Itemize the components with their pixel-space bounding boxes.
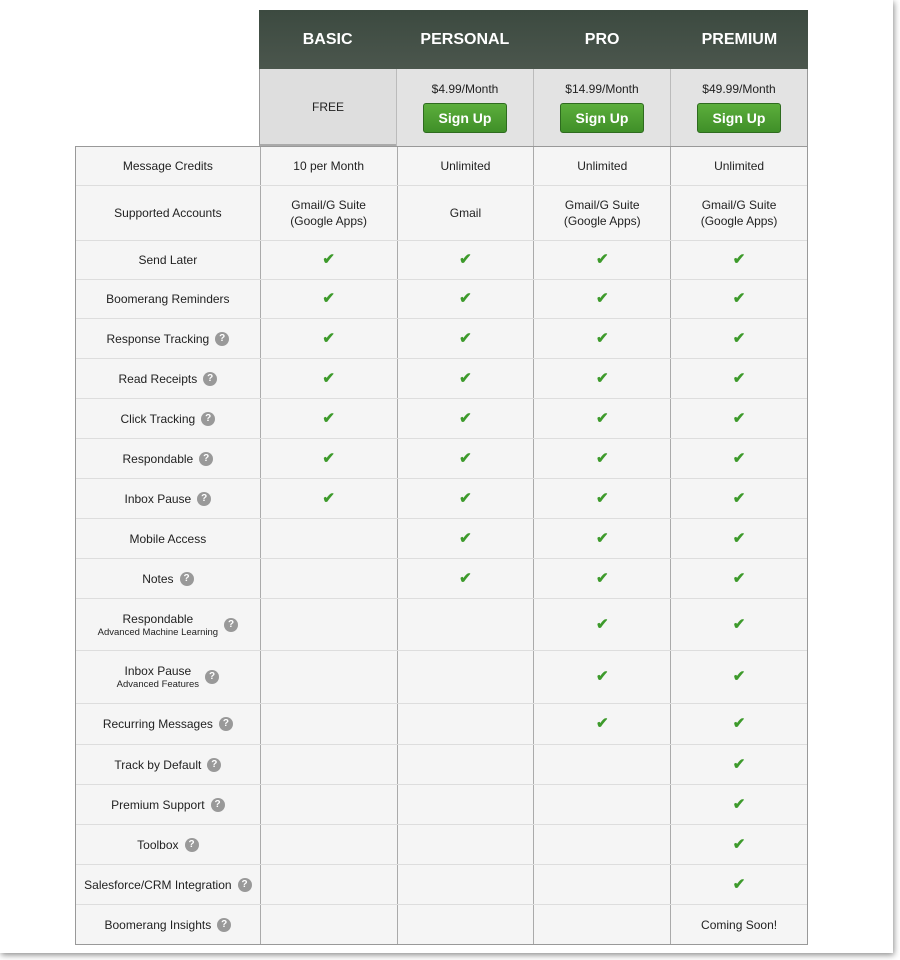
feature-subtitle: Advanced Features (116, 679, 200, 690)
plan-cell-premium (670, 439, 807, 478)
plan-cell-pro (533, 186, 670, 240)
plan-cell-pro (533, 785, 670, 824)
help-icon[interactable]: ? (197, 492, 211, 506)
feature-title: Premium Support (111, 797, 205, 812)
check-icon: ✔ (595, 449, 609, 467)
table-row (76, 478, 807, 518)
plan-cell-basic (260, 519, 397, 558)
plan-cell-personal (397, 785, 534, 824)
plan-name-basic: BASIC (302, 30, 353, 48)
plan-cell-personal (397, 319, 534, 358)
plan-cell-pro (533, 865, 670, 904)
feature-label (76, 147, 260, 185)
plan-cell-basic (260, 439, 397, 478)
plan-cell-personal (397, 359, 534, 398)
plan-cell-pro (533, 519, 670, 558)
table-row (76, 598, 807, 650)
plan-cell-basic (260, 651, 397, 703)
check-icon: ✔ (732, 615, 746, 633)
plan-cell-premium (670, 865, 807, 904)
plan-cell-premium (670, 359, 807, 398)
plan-cell-premium (670, 825, 807, 864)
check-icon: ✔ (595, 369, 609, 387)
plan-cell-premium (670, 704, 807, 744)
check-icon: ✔ (732, 449, 746, 467)
plan-name-pro: PRO (584, 30, 620, 48)
table-row (76, 358, 807, 398)
sign-up-button-pro[interactable]: Sign Up (560, 103, 644, 133)
feature-title: Inbox Pause (124, 491, 192, 506)
plan-cell-premium (670, 319, 807, 358)
plan-cell-personal (397, 519, 534, 558)
help-icon[interactable]: ? (207, 758, 221, 772)
check-icon: ✔ (595, 569, 609, 587)
check-icon: ✔ (732, 409, 746, 427)
plan-cell-pro (533, 825, 670, 864)
table-row (76, 185, 807, 240)
check-icon: ✔ (732, 715, 746, 732)
plan-cell-pro (533, 439, 670, 478)
plan-cell-premium (670, 399, 807, 438)
plan-cell-basic (260, 147, 397, 185)
plan-cell-pro (533, 704, 670, 744)
plan-cell-premium (670, 186, 807, 240)
check-icon: ✔ (595, 715, 609, 732)
plan-cell-premium (670, 905, 807, 944)
table-row (76, 279, 807, 318)
check-icon: ✔ (322, 251, 335, 268)
plan-cell-pro (533, 319, 670, 358)
feature-title: Boomerang Insights (104, 917, 212, 932)
check-icon: ✔ (322, 489, 335, 507)
feature-name (98, 611, 218, 639)
plan-cell-pro (533, 241, 670, 279)
plan-cell-personal (397, 399, 534, 438)
feature-title: Respondable (122, 451, 194, 466)
plan-cell-basic (260, 785, 397, 824)
table-row (76, 146, 807, 185)
plan-cell-personal (397, 186, 534, 240)
plan-cell-personal (397, 479, 534, 518)
plan-cell-basic (260, 905, 397, 944)
feature-name (105, 917, 212, 933)
check-icon: ✔ (595, 251, 609, 268)
table-row (76, 703, 807, 744)
check-icon: ✔ (322, 449, 335, 467)
help-icon[interactable]: ? (238, 878, 252, 892)
check-icon: ✔ (732, 251, 746, 268)
price-cell-premium (670, 69, 808, 146)
plan-cell-premium (670, 519, 807, 558)
feature-title: Mobile Access (129, 531, 207, 546)
feature-name (103, 716, 213, 732)
cell-value: Coming Soon! (701, 917, 778, 932)
table-row (76, 650, 807, 703)
feature-name (125, 491, 192, 507)
feature-title: Click Tracking (120, 411, 196, 426)
plan-cell-basic (260, 479, 397, 518)
feature-label (76, 825, 260, 864)
plan-cell-personal (397, 825, 534, 864)
feature-label (76, 905, 260, 944)
feature-label (76, 399, 260, 438)
plan-cell-personal (397, 241, 534, 279)
price-cell-personal (396, 69, 533, 146)
check-icon: ✔ (732, 668, 746, 685)
plan-cell-pro (533, 651, 670, 703)
feature-label (76, 519, 260, 558)
cell-value: Unlimited (440, 159, 491, 173)
check-icon: ✔ (595, 489, 609, 507)
plan-cell-basic (260, 559, 397, 598)
feature-title: Supported Accounts (114, 206, 222, 220)
table-row (76, 398, 807, 438)
plan-cell-premium (670, 280, 807, 318)
feature-name (117, 663, 199, 691)
feature-title: Salesforce/CRM Integration (84, 877, 232, 892)
plan-header (259, 10, 808, 69)
check-icon: ✔ (732, 329, 746, 347)
check-icon: ✔ (732, 835, 746, 853)
plan-cell-premium (670, 785, 807, 824)
check-icon: ✔ (595, 529, 609, 547)
feature-label (76, 745, 260, 784)
plan-name-premium: PREMIUM (701, 30, 778, 48)
feature-label (76, 241, 260, 279)
plan-cell-premium (670, 147, 807, 185)
feature-name (139, 252, 198, 268)
feature-label (76, 865, 260, 904)
feature-name (130, 531, 207, 547)
feature-label (76, 559, 260, 598)
table-row (76, 518, 807, 558)
plan-cell-premium (670, 559, 807, 598)
plan-cell-pro (533, 479, 670, 518)
plan-cell-basic (260, 186, 397, 240)
check-icon: ✔ (732, 369, 746, 387)
plan-cell-personal (397, 745, 534, 784)
plan-price: FREE (311, 99, 344, 114)
plan-cell-basic (260, 359, 397, 398)
feature-name (111, 797, 204, 813)
plan-cell-premium (670, 479, 807, 518)
plan-cell-personal (397, 439, 534, 478)
feature-name (84, 877, 231, 893)
table-row (76, 904, 807, 944)
feature-title: Toolbox (137, 837, 179, 852)
plan-cell-premium (670, 241, 807, 279)
help-icon[interactable]: ? (219, 717, 233, 731)
table-row (76, 824, 807, 864)
check-icon: ✔ (459, 329, 472, 347)
plan-cell-basic (260, 280, 397, 318)
cell-value: Gmail/G Suite (Google Apps) (700, 198, 778, 228)
plan-price: $49.99/Month (702, 82, 776, 96)
cell-value: Unlimited (714, 159, 765, 173)
table-row (76, 864, 807, 904)
check-icon: ✔ (459, 369, 472, 387)
feature-table (75, 146, 808, 945)
plan-cell-basic (260, 704, 397, 744)
help-icon[interactable]: ? (180, 572, 194, 586)
help-icon[interactable]: ? (185, 838, 199, 852)
check-icon: ✔ (459, 569, 472, 587)
feature-name (123, 158, 213, 174)
plan-cell-pro (533, 359, 670, 398)
check-icon: ✔ (595, 615, 609, 633)
plan-cell-basic (260, 825, 397, 864)
plan-cell-premium (670, 651, 807, 703)
plan-cell-pro (533, 599, 670, 650)
plan-cell-personal (397, 704, 534, 744)
cell-value: Gmail/G Suite (Google Apps) (290, 198, 367, 228)
sign-up-button-personal[interactable]: Sign Up (423, 103, 507, 133)
price-row (259, 69, 808, 146)
cell-value: Unlimited (577, 159, 628, 173)
feature-label (76, 599, 260, 650)
check-icon: ✔ (322, 369, 335, 387)
table-row (76, 558, 807, 598)
feature-title: Respondable (122, 611, 194, 626)
plan-cell-basic (260, 399, 397, 438)
feature-title: Notes (142, 571, 174, 586)
feature-name (123, 451, 194, 467)
plan-cell-premium (670, 599, 807, 650)
check-icon: ✔ (459, 290, 472, 307)
feature-name (121, 411, 196, 427)
plan-cell-pro (533, 147, 670, 185)
feature-name (142, 571, 173, 587)
check-icon: ✔ (732, 569, 746, 587)
help-icon[interactable]: ? (211, 798, 225, 812)
cell-value: 10 per Month (293, 159, 364, 173)
feature-title: Track by Default (114, 757, 202, 772)
plan-cell-personal (397, 147, 534, 185)
feature-label (76, 479, 260, 518)
feature-label (76, 319, 260, 358)
plan-cell-personal (397, 651, 534, 703)
feature-label (76, 186, 260, 240)
help-icon[interactable]: ? (205, 670, 219, 684)
help-icon[interactable]: ? (199, 452, 213, 466)
check-icon: ✔ (595, 329, 609, 347)
check-icon: ✔ (732, 875, 746, 893)
help-icon[interactable]: ? (224, 618, 238, 632)
feature-title: Message Credits (122, 159, 213, 173)
feature-title: Recurring Messages (102, 717, 213, 731)
check-icon: ✔ (459, 449, 472, 467)
plan-price: $4.99/Month (431, 82, 499, 96)
check-icon: ✔ (322, 409, 335, 427)
check-icon: ✔ (732, 755, 746, 773)
plan-cell-personal (397, 599, 534, 650)
feature-title: Response Tracking (106, 331, 210, 346)
feature-name (137, 837, 178, 853)
table-row (76, 318, 807, 358)
plan-cell-basic (260, 319, 397, 358)
plan-cell-personal (397, 280, 534, 318)
help-icon[interactable]: ? (201, 412, 215, 426)
plan-cell-pro (533, 399, 670, 438)
feature-label (76, 280, 260, 318)
table-row (76, 784, 807, 824)
check-icon: ✔ (459, 251, 472, 268)
plan-cell-personal (397, 905, 534, 944)
feature-name (114, 757, 201, 773)
check-icon: ✔ (732, 489, 746, 507)
feature-title: Read Receipts (118, 371, 198, 386)
feature-name (114, 205, 221, 221)
check-icon: ✔ (595, 668, 609, 685)
check-icon: ✔ (322, 329, 335, 347)
table-row (76, 744, 807, 784)
feature-label (76, 359, 260, 398)
plan-cell-personal (397, 865, 534, 904)
feature-title: Boomerang Reminders (106, 292, 230, 306)
feature-name (119, 371, 198, 387)
table-row (76, 240, 807, 279)
cell-value: Gmail/G Suite (Google Apps) (563, 198, 641, 228)
check-icon: ✔ (322, 290, 335, 307)
plan-cell-basic (260, 599, 397, 650)
help-icon[interactable]: ? (217, 918, 231, 932)
check-icon: ✔ (732, 290, 746, 307)
plan-cell-basic (260, 241, 397, 279)
price-cell-basic (259, 69, 396, 146)
plan-cell-pro (533, 280, 670, 318)
price-cell-pro (533, 69, 670, 146)
feature-title: Inbox Pause (124, 664, 192, 678)
check-icon: ✔ (459, 489, 472, 507)
feature-name (106, 291, 229, 307)
table-row (76, 438, 807, 478)
check-icon: ✔ (732, 529, 746, 547)
feature-title: Send Later (138, 253, 198, 267)
help-icon[interactable]: ? (203, 372, 217, 386)
feature-subtitle: Advanced Machine Learning (97, 626, 219, 638)
plan-name-personal: PERSONAL (420, 30, 510, 48)
check-icon: ✔ (732, 795, 746, 813)
help-icon[interactable]: ? (215, 332, 229, 346)
check-icon: ✔ (595, 409, 609, 427)
plan-cell-pro (533, 559, 670, 598)
plan-cell-personal (397, 559, 534, 598)
feature-label (76, 704, 260, 744)
feature-label (76, 651, 260, 703)
check-icon: ✔ (459, 409, 472, 427)
plan-cell-basic (260, 865, 397, 904)
cell-value: Gmail (449, 206, 482, 220)
sign-up-button-premium[interactable]: Sign Up (697, 103, 781, 133)
plan-cell-basic (260, 745, 397, 784)
plan-cell-premium (670, 745, 807, 784)
plan-cell-pro (533, 905, 670, 944)
feature-label (76, 439, 260, 478)
feature-name (107, 331, 210, 347)
check-icon: ✔ (459, 529, 472, 547)
plan-cell-pro (533, 745, 670, 784)
plan-price: $14.99/Month (565, 82, 639, 96)
feature-label (76, 785, 260, 824)
check-icon: ✔ (595, 290, 609, 307)
